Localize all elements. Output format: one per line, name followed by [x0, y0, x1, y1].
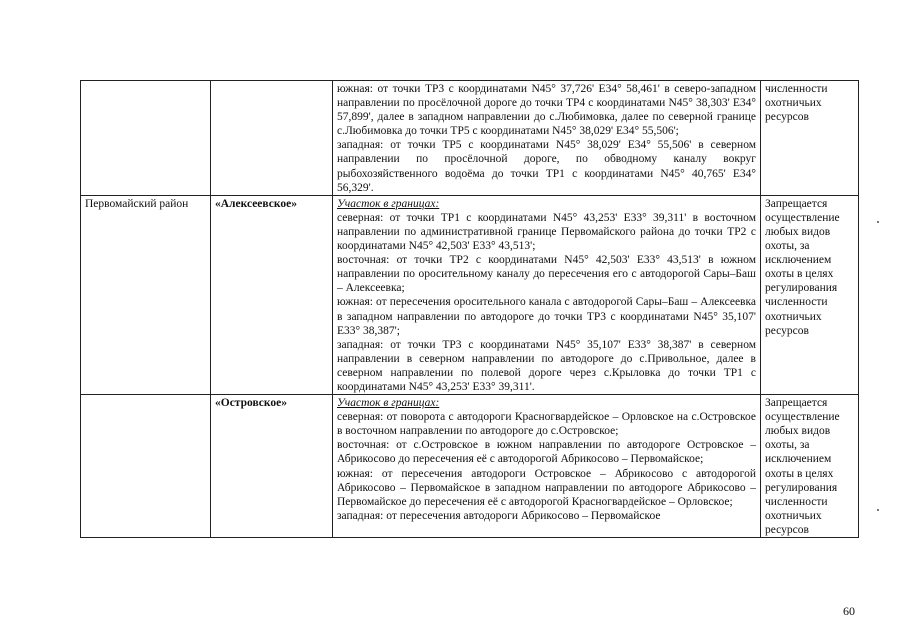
restriction-text: Запрещается осуществление любых видов охоты, за исключением охоты в целях регулирования численности охотничьих ресурсов — [765, 397, 840, 536]
boundary-paragraph: восточная: от с.Островское в южном направлении по автодороге Островское – Абрикосово до пересечения её с автодорогой Абрикосово – Первомайское; — [337, 439, 756, 466]
page-number: 60 — [843, 604, 855, 618]
hunting-grounds-table — [80, 80, 859, 538]
section-heading: Участок в границах: — [337, 197, 440, 210]
table-row — [81, 81, 859, 196]
boundary-paragraph: восточная: от точки ТР2 с координатами N45° 42,503' E33° 43,513' в южном направлении по оросительному каналу до пересечения его с автодорогой Сары–Баш – Алексеевка; — [337, 254, 756, 295]
boundary-description-cell — [333, 81, 761, 196]
boundary-paragraph: западная: от точки ТР3 с координатами N45° 35,107' E33° 38,387' в северном направлении в северном направлении по автодороге до с.Привольное, далее в северном направлении по полевой дороге через с.Крыловка до точки ТР1 с координатами N45° 43,253' E33° 39,311'. — [337, 338, 756, 393]
section-heading: Участок в границах: — [337, 397, 440, 410]
boundary-description-cell — [333, 195, 761, 394]
restriction-text: Запрещается осуществление любых видов охоты, за исключением охоты в целях регулирования численности охотничьих ресурсов — [765, 197, 840, 337]
boundary-paragraph: северная: от поворота с автодороги Красногвардейское – Орловское на с.Островское в восточном направлении по автодороге до с.Островское; — [337, 411, 756, 438]
table-row — [81, 395, 859, 538]
restriction-text: численности охотничьих ресурсов — [765, 83, 828, 124]
boundary-paragraph: южная: от пересечения оросительного канала с автодорогой Сары–Баш – Алексеевка в западном направлении по автодороге до точки ТР3 с координатами N45° 35,107' E33° 38,387'; — [337, 296, 756, 337]
restriction-cell — [761, 395, 859, 538]
hunting-ground-cell: «Алексеевское» — [211, 195, 333, 394]
district-cell — [81, 395, 211, 538]
table-row — [81, 195, 859, 394]
hunting-ground-cell — [211, 81, 333, 196]
hunting-ground-cell: «Островское» — [211, 395, 333, 538]
scan-speck — [877, 509, 879, 511]
district-cell: Первомайский район — [81, 195, 211, 394]
boundary-paragraph: северная: от точки ТР1 с координатами N45° 43,253' E33° 39,311' в восточном направлении по административной границе Первомайского района до точки ТР2 с координатами N45° 42,503' E33° 43,513'; — [337, 211, 756, 253]
boundary-paragraph: западная: от пересечения автодороги Абрикосово – Первомайское — [337, 509, 661, 522]
restriction-cell — [761, 195, 859, 394]
boundary-description-cell — [333, 395, 761, 538]
scan-speck — [877, 221, 879, 223]
restriction-cell — [761, 81, 859, 196]
boundary-paragraph: южная: от точки ТР3 с координатами N45° 37,726' E34° 58,461' в северо-западном направлении по просёлочной дороге до точки ТР4 с координатами N45° 38,303' E34° 57,899', далее в западном направлении до с.Любимовка, далее по северной границе с.Любимовка до точки ТР5 с координатами N45° 38,029' E34° 55,506'; — [337, 83, 756, 138]
boundary-paragraph: южная: от пересечения автодороги Островское – Абрикосово с автодорогой Абрикосово – Первомайское в западном направлении по автодороге Абрикосово – Первомайское до пересечения её с автодорогой Красногвардейское – Орловское; — [337, 467, 756, 508]
boundary-paragraph: западная: от точки ТР5 с координатами N45° 38,029' E34° 55,506' в северном направлении по просёлочной дороге, по обводному каналу вокруг рыбохозяйственного водоёма до точки ТР1 с координатами N45° 40,765' E34° 56,329'. — [337, 139, 756, 194]
district-cell — [81, 81, 211, 196]
